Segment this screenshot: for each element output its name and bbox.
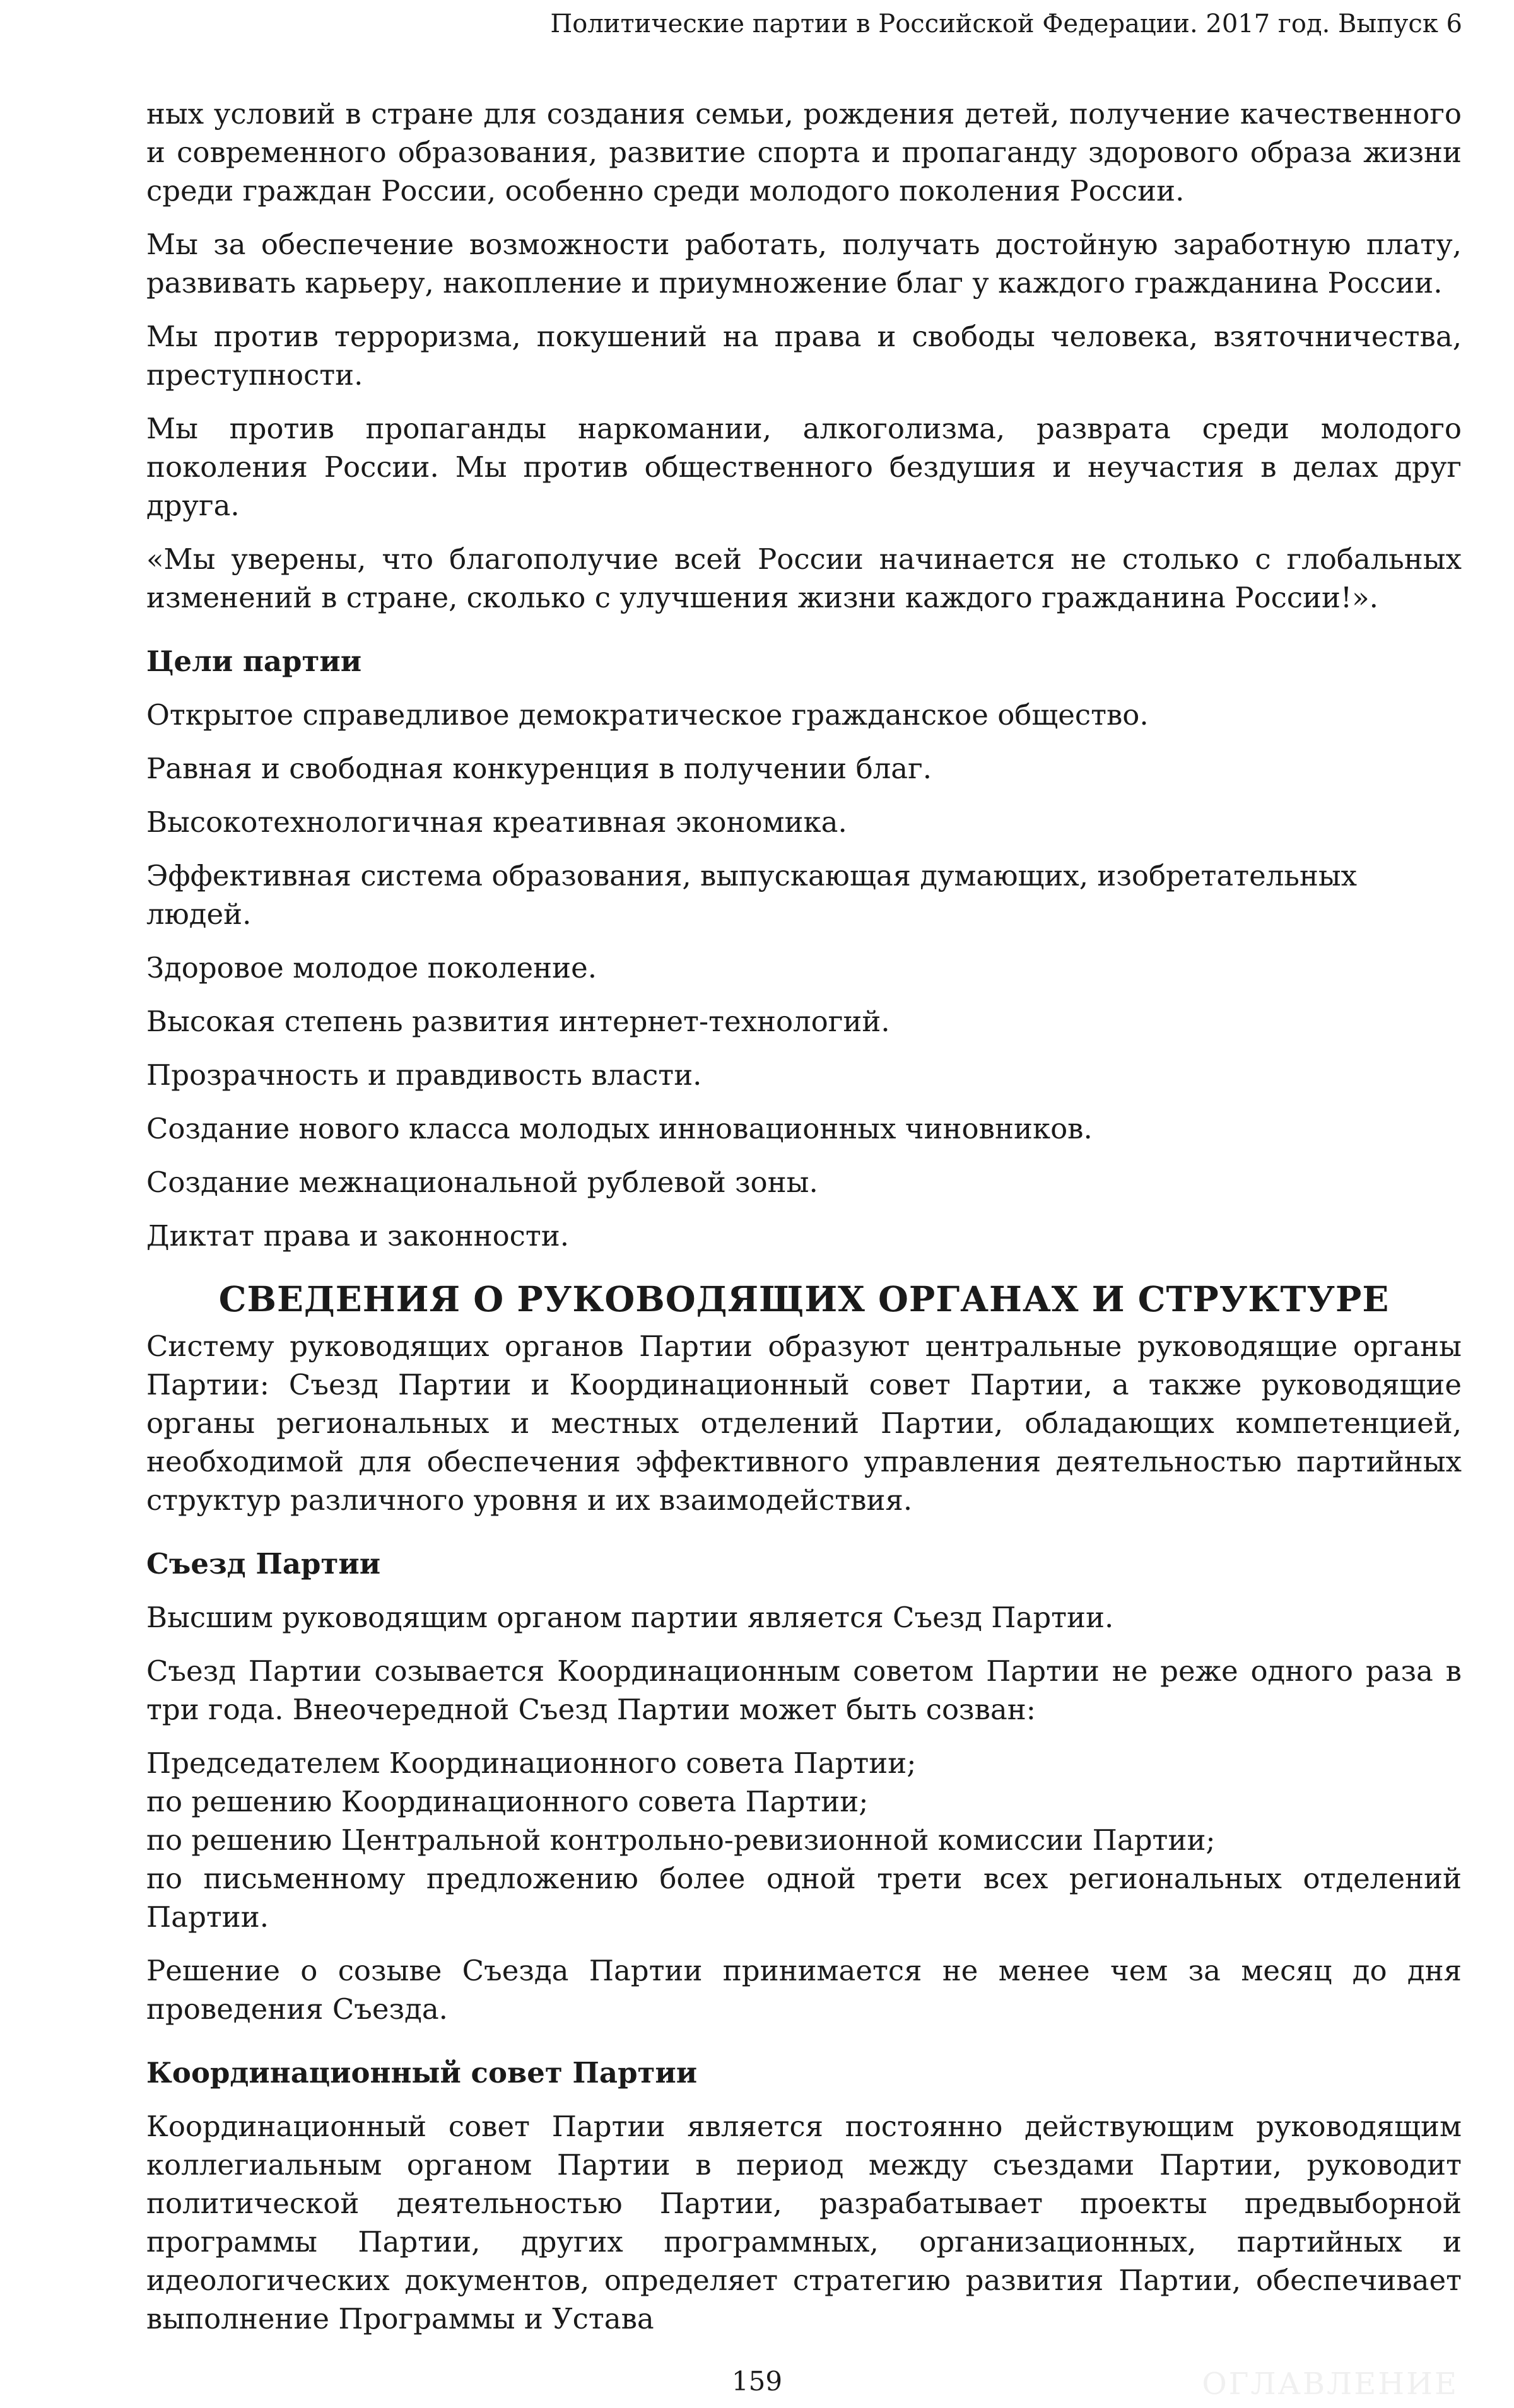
convene-item: по письменному предложению более одной трети всех региональных отделений Партии. — [146, 1862, 1462, 1934]
page-number: 159 — [731, 2366, 783, 2397]
congress-paragraph: Решение о созыве Съезда Партии принимается не менее чем за месяц до дня проведения Съезда. — [146, 1954, 1462, 2026]
structure-chapter-heading: СВЕДЕНИЯ О РУКОВОДЯЩИХ ОРГАНАХ И СТРУКТУРЕ — [218, 1278, 1390, 1319]
goal-item: Создание межнациональной рублевой зоны. — [146, 1166, 818, 1199]
convene-item: по решению Координационного совета Партии; — [146, 1785, 869, 1818]
council-paragraph: Координационный совет Партии является постоянно действующим руководящим коллегиальным органом Партии в период между съездами Партии, руководит политической деятельностью Партии, разрабатывает проекты предвыборной программы Партии, других программных, организационных, партийных и идеологических документов, определяет стратегию развития Партии, обеспечивает выполнение Программы и Устава — [146, 2110, 1462, 2335]
goal-item: Эффективная система образования, выпускающая думающих, изобретательных людей. — [146, 859, 1358, 931]
page-content — [146, 95, 1462, 2338]
goal-item: Высокая степень развития интернет-технологий. — [146, 1005, 890, 1038]
structure-paragraph: Систему руководящих органов Партии образуют центральные руководящие органы Партии: Съезд Партии и Координационный совет Партии, а также руководящие органы региональных и местных отделений Партии, обладающих компетенцией, необходимой для обеспечения эффективного управления деятельностью партийных структур различного уровня и их взаимодействия. — [146, 1330, 1462, 1517]
intro-paragraph: Мы против терроризма, покушений на права и свободы человека, взяточничества, преступности. — [146, 320, 1462, 392]
council-heading: Координационный совет Партии — [146, 2056, 698, 2089]
goals-list — [146, 696, 1462, 1255]
goal-item: Создание нового класса молодых инновационных чиновников. — [146, 1112, 1093, 1145]
convene-item: Председателем Координационного совета Партии; — [146, 1746, 917, 1780]
intro-quote: «Мы уверены, что благополучие всей России начинается не столько с глобальных изменений в стране, сколько с улучшения жизни каждого гражданина России!». — [146, 542, 1462, 614]
toc-link[interactable]: ОГЛАВЛЕНИЕ — [1202, 2366, 1458, 2402]
congress-paragraph: Высшим руководящим органом партии является Съезд Партии. — [146, 1601, 1114, 1634]
intro-paragraph: Мы за обеспечение возможности работать, получать достойную заработную плату, развивать карьеру, накопление и приумножение благ у каждого гражданина России. — [146, 228, 1462, 300]
goal-item: Здоровое молодое поколение. — [146, 951, 597, 985]
running-header: Политические партии в Российской Федерации. 2017 год. Выпуск 6 — [550, 9, 1462, 38]
congress-heading: Съезд Партии — [146, 1547, 381, 1581]
goals-heading: Цели партии — [146, 645, 362, 678]
goal-item: Равная и свободная конкуренция в получении благ. — [146, 752, 932, 785]
goal-item: Диктат права и законности. — [146, 1219, 570, 1253]
convene-list — [146, 1744, 1462, 1936]
intro-paragraph: Мы против пропаганды наркомании, алкоголизма, разврата среди молодого поколения России. Мы против общественного бездушия и неучастия в делах друг друга. — [146, 412, 1462, 522]
goal-item: Открытое справедливое демократическое гражданское общество. — [146, 698, 1149, 732]
convene-item: по решению Центральной контрольно-ревизионной комиссии Партии; — [146, 1823, 1216, 1857]
congress-paragraph: Съезд Партии созывается Координационным советом Партии не реже одного раза в три года. Внеочередной Съезд Партии может быть созван: — [146, 1654, 1462, 1726]
goal-item: Высокотехнологичная креативная экономика. — [146, 805, 847, 839]
goal-item: Прозрачность и правдивость власти. — [146, 1058, 702, 1092]
intro-paragraph: ных условий в стране для создания семьи, рождения детей, получение качественного и современного образования, развитие спорта и пропаганду здорового образа жизни среди граждан России, особенно среди молодого поколения России. — [146, 97, 1462, 207]
